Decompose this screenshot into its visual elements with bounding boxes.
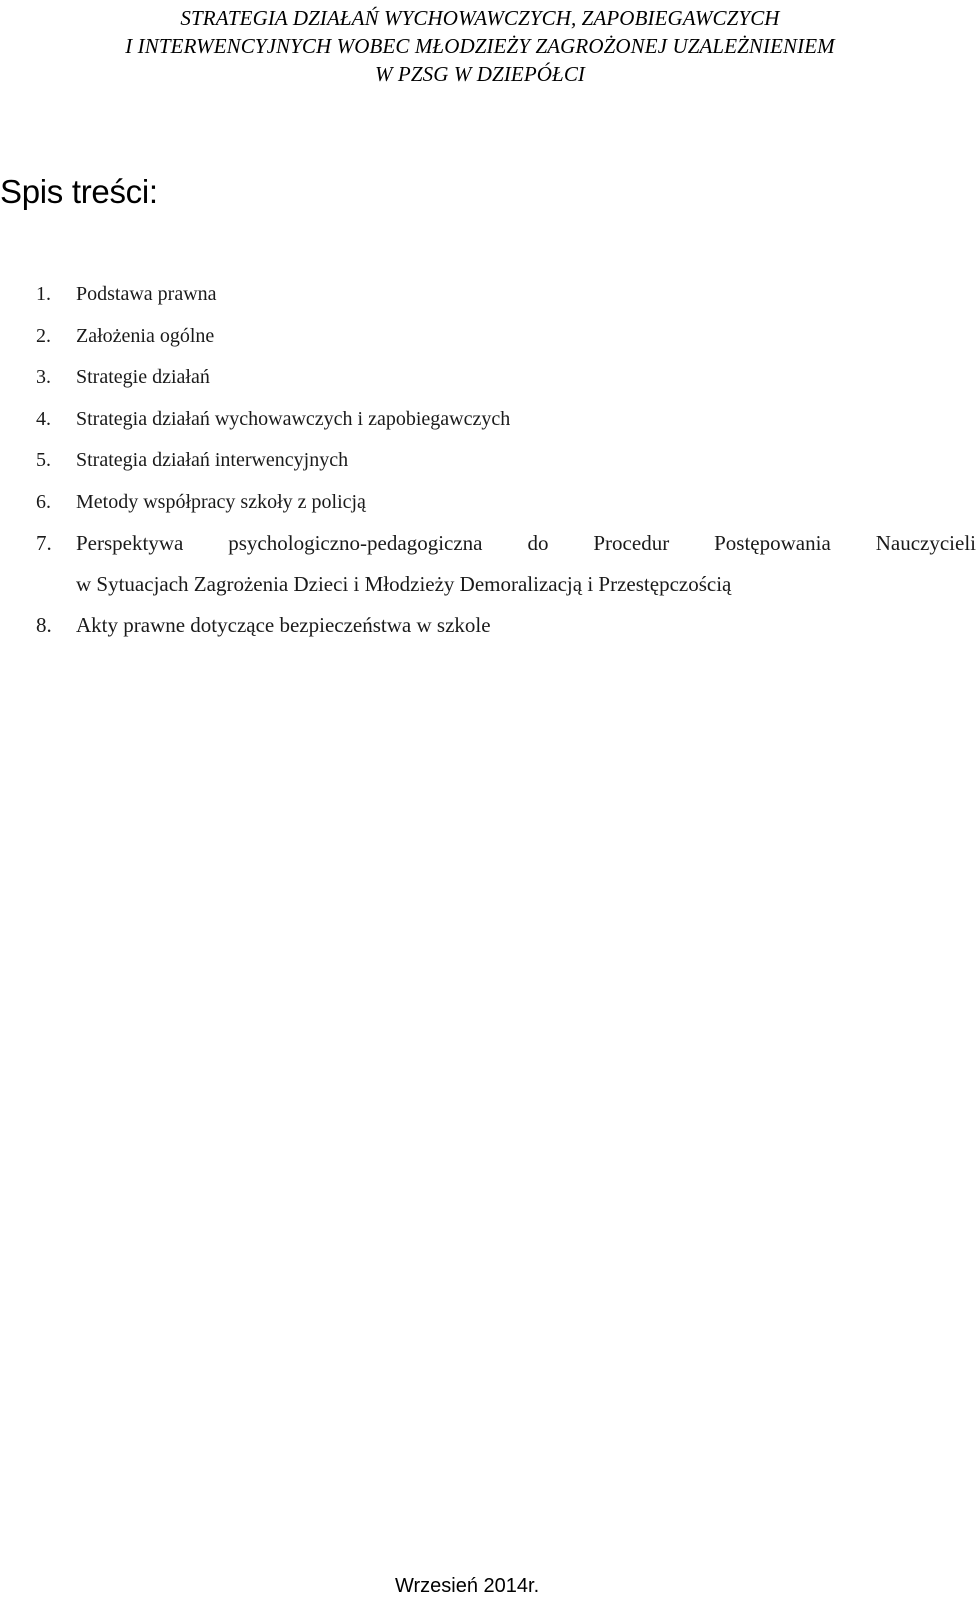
toc-item-text: Akty prawne dotyczące bezpieczeństwa w szkole bbox=[76, 613, 491, 637]
toc-item-text-line-2: w Sytuacjach Zagrożenia Dzieci i Młodzieży Demoralizacją i Przestępczością bbox=[76, 572, 732, 596]
toc-title: Spis treści: bbox=[0, 173, 158, 210]
toc-item-number: 4. bbox=[36, 407, 51, 430]
toc-item-text: Metody współpracy szkoły z policją bbox=[76, 490, 366, 513]
toc-item-text: Strategia działań interwencyjnych bbox=[76, 449, 349, 471]
toc-item-number: 2. bbox=[36, 324, 51, 347]
header-line-2: I INTERWENCYJNYCH WOBEC MŁODZIEŻY ZAGROŻONEJ UZALEŻNIENIEM bbox=[125, 34, 835, 58]
toc-item-number: 3. bbox=[36, 366, 51, 388]
toc-item-number: 5. bbox=[36, 449, 51, 471]
toc-word: Postępowania bbox=[714, 531, 831, 555]
toc-word: psychologiczno-pedagogiczna bbox=[228, 531, 483, 555]
toc-item-text-line-1 bbox=[76, 527, 976, 559]
header-line-3: W PZSG W DZIEPÓŁCI bbox=[374, 62, 586, 86]
toc-item-7 bbox=[36, 527, 976, 600]
header-line-1: STRATEGIA DZIAŁAŃ WYCHOWAWCZYCH, ZAPOBIEGAWCZYCH bbox=[180, 6, 780, 30]
toc-item-number: 1. bbox=[36, 283, 51, 305]
toc-item-3 bbox=[36, 361, 962, 403]
toc-item-number: 7. bbox=[36, 531, 52, 555]
toc-item-text: Podstawa prawna bbox=[76, 283, 217, 305]
toc-item-number: 6. bbox=[36, 490, 51, 513]
toc-item-text: Założenia ogólne bbox=[76, 324, 215, 347]
toc-item-text: Strategie działań bbox=[76, 366, 210, 388]
toc-word: Procedur bbox=[593, 531, 670, 555]
toc-word: Perspektywa bbox=[76, 531, 184, 555]
toc-item-6 bbox=[36, 486, 962, 528]
toc-item-1 bbox=[36, 278, 962, 320]
document-header bbox=[0, 4, 960, 88]
toc-item-8 bbox=[36, 609, 962, 651]
toc-word: do bbox=[527, 531, 549, 555]
toc-item-number: 8. bbox=[36, 613, 52, 637]
toc-word: Nauczycieli bbox=[875, 531, 976, 555]
toc-item-4 bbox=[36, 403, 962, 445]
footer-date: Wrzesień 2014r. bbox=[395, 1575, 540, 1597]
toc-item-5 bbox=[36, 444, 962, 486]
table-of-contents bbox=[36, 278, 976, 651]
toc-item-text: Strategia działań wychowawczych i zapobiegawczych bbox=[76, 407, 511, 430]
toc-item-2 bbox=[36, 320, 962, 362]
